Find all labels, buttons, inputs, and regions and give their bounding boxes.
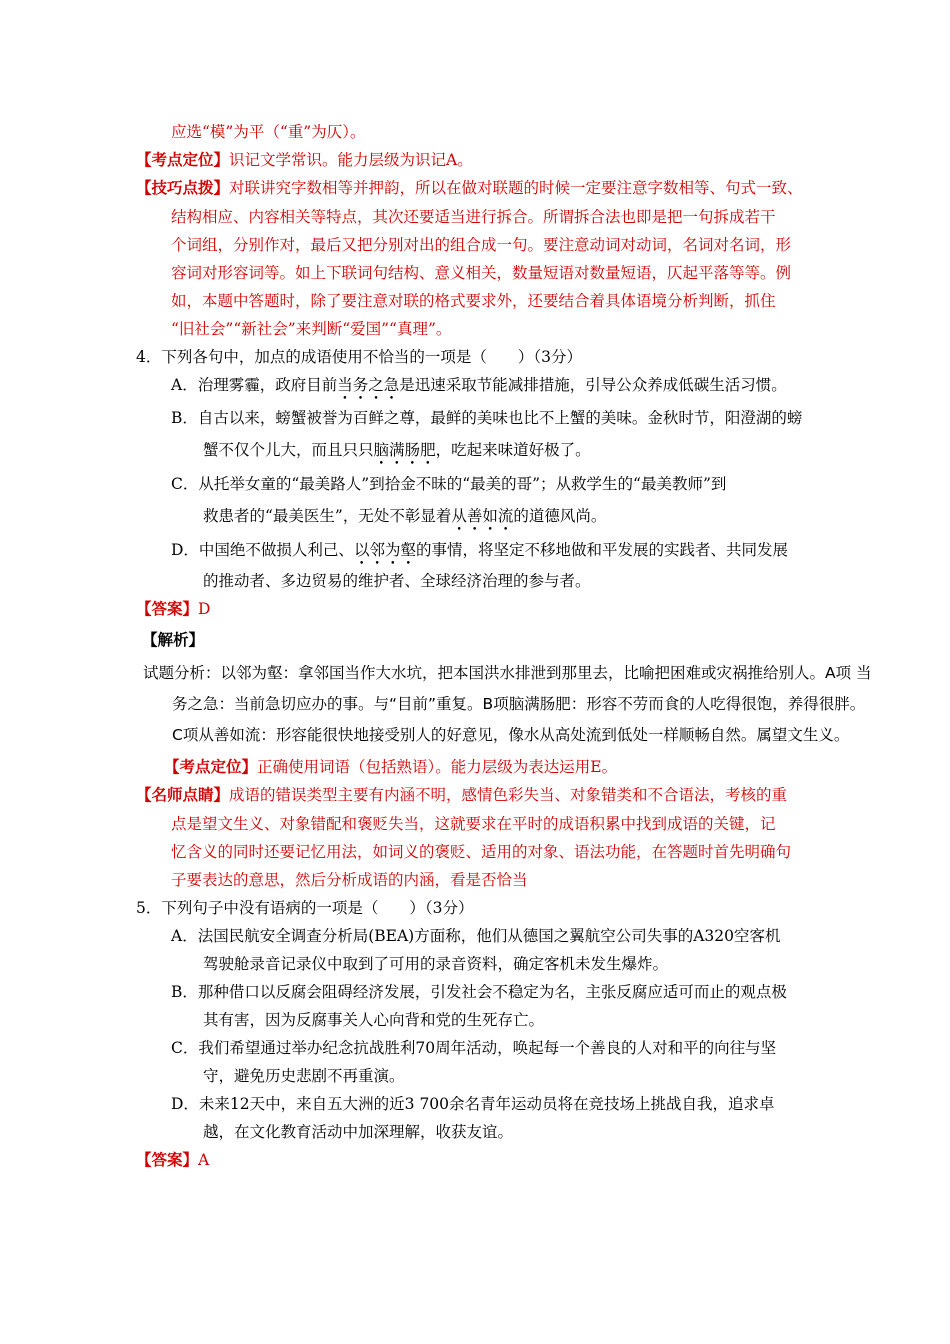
kaodian-line-4 (164, 757, 617, 777)
q5-option-c: C．我们希望通过举办纪念抗战胜利70周年活动，唤起每一个善良的人对和平的向往与坚 (171, 1039, 777, 1057)
answer-tag: 【答案】 (136, 599, 199, 618)
answer-tag: 【答案】 (136, 1150, 199, 1169)
text-line: 结构相应、内容相关等特点，其次还要适当进行拆合。所谓拆合法也即是把一句拆成若干 (171, 208, 776, 226)
text-line: 忆含义的同时还要记忆用法，如词义的褒贬、适用的对象、语法功能，在答题时首先明确句 (171, 843, 792, 861)
text-line: 子要表达的意思，然后分析成语的内涵，看是否恰当 (171, 871, 528, 889)
dotted-char: 邻 (369, 541, 385, 559)
dotted-char: 务 (352, 376, 369, 394)
option-text: 的道德风尚。 (513, 507, 607, 525)
dotted-char: 肠 (404, 441, 421, 459)
q4-option-d (171, 540, 788, 560)
dotted-char: 急 (383, 376, 400, 394)
dotted-char: 为 (384, 541, 401, 559)
dotted-char: 从 (451, 507, 467, 525)
text-line: 如，本题中答题时，除了要注意对联的格式要求外，还要结合着具体语境分析判断，抓住 (171, 292, 776, 310)
mingshi-line (136, 785, 787, 805)
option-text: 是迅速采取节能减排措施，引导公众养成低碳生活习惯。 (399, 376, 787, 394)
q4-option-d-cont: 的推动者、多边贸易的维护者、全球经济治理的参与者。 (203, 572, 591, 590)
dotted-char: 之 (368, 376, 384, 394)
text-line: 点是望文生义、对象错配和褒贬失当，这就要求在平时的成语积累中找到成语的关键，记 (171, 815, 776, 833)
text-line: 应选“模”为平（“重”为仄）。 (171, 123, 366, 141)
dotted-char: 肥 (420, 441, 436, 459)
jiqiao-line (136, 178, 803, 198)
q5-option-d-cont: 越，在文化教育活动中加深理解，收获友谊。 (203, 1123, 514, 1141)
dotted-char: 以 (353, 541, 370, 559)
q5-option-d: D．未来12天中，来自五大洲的近3 700余名青年运动员将在竞技场上挑战自我，追求卓 (171, 1095, 775, 1113)
jiqiao-text: 对联讲究字数相等并押韵，所以在做对联题的时候一定要注意字数相等、句式一致、 (229, 179, 803, 197)
analysis-line: C项从善如流：形容能很快地接受别人的好意见，像水从高处流到低处一样顺畅自然。属望文生义。 (172, 726, 850, 744)
q5-option-a-cont: 驾驶舱录音记录仪中取到了可用的录音资料，确定客机未发生爆炸。 (203, 955, 669, 973)
q4-option-b-cont (203, 440, 591, 460)
q5-option-c-cont: 守，避免历史悲剧不再重演。 (203, 1067, 405, 1085)
question-5-stem: 5．下列句子中没有语病的一项是（ ）（3分） (136, 899, 474, 917)
dotted-char: 脑 (373, 441, 390, 459)
mingshi-text: 成语的错误类型主要有内涵不明，感情色彩失当、对象错类和不合语法，考核的重 (229, 786, 788, 804)
option-text: ，吃起来味道好极了。 (435, 441, 591, 459)
q4-option-a (171, 375, 787, 395)
text-line: “旧社会”“新社会”来判断“爱国”“真理”。 (171, 320, 452, 338)
dotted-char: 当 (337, 376, 353, 394)
dotted-char: 如 (482, 507, 498, 525)
answer-value: A (198, 1151, 210, 1169)
analysis-line: 务之急：当前急切应办的事。与“目前”重复。B项脑满肠肥：形容不劳而食的人吃得很饱，养得很胖。 (172, 695, 866, 713)
dotted-char: 流 (497, 507, 514, 525)
jiqiao-tag: 【技巧点拨】 (136, 178, 230, 197)
analysis-heading: 【解析】 (142, 630, 205, 649)
dotted-char: 善 (466, 507, 483, 525)
text-line: 容词对形容词等。如上下联词句结构、意义相关，数量短语对数量短语，仄起平落等等。例 (171, 264, 792, 282)
option-text: D．中国绝不做损人利己、 (171, 541, 354, 559)
dotted-char: 满 (389, 441, 405, 459)
kaodian-text: 正确使用词语（包括熟语）。能力层级为表达运用E。 (257, 758, 618, 776)
kaodian-text: 识记文学常识。能力层级为识记A。 (229, 151, 473, 169)
kaodian-tag: 【考点定位】 (136, 150, 230, 169)
answer-4 (136, 599, 210, 619)
kaodian-tag: 【考点定位】 (164, 757, 258, 776)
q5-option-b: B．那种借口以反腐会阻碍经济发展，引发社会不稳定为名，主张反腐应适可而止的观点极 (171, 983, 787, 1001)
option-text: 救患者的“最美医生”，无处不彰显着 (203, 507, 452, 525)
option-text: A．治理雾霾，政府目前 (171, 376, 338, 394)
answer-5 (136, 1150, 209, 1170)
mingshi-tag: 【名师点睛】 (136, 785, 230, 804)
q4-option-b: B．自古以来，螃蟹被誉为百鲜之尊，最鲜的美味也比不上蟹的美味。金秋时节，阳澄湖的螃 (171, 409, 803, 427)
q5-option-b-cont: 其有害，因为反腐事关人心向背和党的生死存亡。 (203, 1011, 545, 1029)
q4-option-c: C．从托举女童的“最美路人”到拾金不昧的“最美的哥”；从救学生的“最美教师”到 (171, 475, 727, 493)
answer-value: D (198, 600, 211, 618)
text-line: 个词组，分别作对，最后又把分别对出的组合成一句。要注意动词对动词，名词对名词，形 (171, 236, 792, 254)
kaodian-line (136, 150, 473, 170)
analysis-line: 试题分析：以邻为壑：拿邻国当作大水坑，把本国洪水排泄到那里去，比喻把困难或灾祸推给别人。A项 当 (143, 664, 872, 682)
dotted-char: 壑 (400, 541, 416, 559)
option-text: 蟹不仅个儿大，而且只只 (203, 441, 374, 459)
option-text: 的事情，将坚定不移地做和平发展的实践者、共同发展 (416, 541, 789, 559)
q4-option-c-cont (203, 506, 606, 526)
q5-option-a: A．法国民航安全调查分析局(BEA)方面称，他们从德国之翼航空公司失事的A320空客机 (171, 927, 781, 945)
question-4-stem: 4．下列各句中，加点的成语使用不恰当的一项是（ ）（3分） (136, 348, 582, 366)
